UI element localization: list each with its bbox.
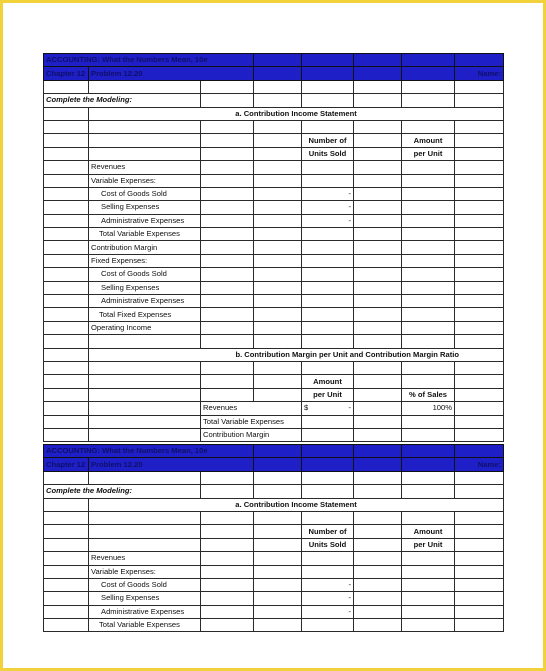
blank-row <box>44 511 504 524</box>
row-label: Contribution Margin <box>89 241 201 254</box>
b-value-cell[interactable] <box>302 415 354 428</box>
workbook-title: ACCOUNTING: What the Numbers Mean, 10e <box>44 54 254 67</box>
blank-row <box>44 80 504 93</box>
blank-row <box>44 471 504 484</box>
col-header-units-1: Number of <box>302 525 354 538</box>
row-label: Variable Expenses: <box>89 174 201 187</box>
table-row <box>44 552 504 565</box>
units-cell[interactable] <box>302 161 354 174</box>
col-header-row-1 <box>44 134 504 147</box>
header-chapter-row <box>44 458 504 471</box>
row-label: Selling Expenses <box>89 592 201 605</box>
col-header-units-2: Units Sold <box>302 147 354 160</box>
table-row <box>44 565 504 578</box>
col-header-row-1 <box>44 525 504 538</box>
instruction-row <box>44 94 504 107</box>
instruction-row <box>44 485 504 498</box>
units-cell[interactable]: - <box>302 578 354 591</box>
table-row <box>44 402 504 415</box>
table-row <box>44 619 504 632</box>
table-row <box>44 187 504 200</box>
header-title-row <box>44 445 504 458</box>
table-row <box>44 241 504 254</box>
row-label: Fixed Expenses: <box>89 254 201 267</box>
header-chapter-row <box>44 67 504 80</box>
row-label: Administrative Expenses <box>89 295 201 308</box>
units-cell[interactable]: - <box>302 605 354 618</box>
table-row <box>44 268 504 281</box>
units-cell[interactable] <box>302 174 354 187</box>
row-label: Cost of Goods Sold <box>89 268 201 281</box>
table-row <box>44 161 504 174</box>
b-col-header-row-2 <box>44 388 504 401</box>
table-row <box>44 578 504 591</box>
row-label: Cost of Goods Sold <box>89 578 201 591</box>
table-row <box>44 254 504 267</box>
col-header-row-2 <box>44 147 504 160</box>
blank-row <box>44 120 504 133</box>
units-cell[interactable] <box>302 254 354 267</box>
b-pct-cell[interactable] <box>402 415 455 428</box>
units-cell[interactable]: - <box>302 214 354 227</box>
spreadsheet <box>3 3 543 668</box>
table-row <box>44 428 504 441</box>
b-value-cell[interactable]: $ - <box>302 402 354 415</box>
units-cell[interactable]: - <box>302 187 354 200</box>
row-label: Total Fixed Expenses <box>89 308 201 321</box>
row-label: Administrative Expenses <box>89 605 201 618</box>
b-pct-cell[interactable]: 100% <box>402 402 455 415</box>
table-row <box>44 174 504 187</box>
row-label: Administrative Expenses <box>89 214 201 227</box>
row-label: Total Variable Expenses <box>89 228 201 241</box>
b-col-header-pct: % of Sales <box>402 388 455 401</box>
units-cell[interactable] <box>302 321 354 334</box>
col-header-row-2 <box>44 538 504 551</box>
statement-b-title-row <box>44 348 504 361</box>
table-row <box>44 308 504 321</box>
workbook-title: ACCOUNTING: What the Numbers Mean, 10e <box>44 445 254 458</box>
units-cell[interactable]: - <box>302 201 354 214</box>
col-header-amount-1: Amount <box>402 525 455 538</box>
name-label: Name: <box>455 67 504 80</box>
row-label: Operating Income <box>89 321 201 334</box>
sheet-table-2 <box>43 444 504 632</box>
b-value-cell[interactable] <box>302 428 354 441</box>
row-label: Selling Expenses <box>89 201 201 214</box>
row-label: Variable Expenses: <box>89 565 201 578</box>
instruction-text: Complete the Modeling: <box>44 485 201 498</box>
b-col-header-row-1 <box>44 375 504 388</box>
blank-row <box>44 335 504 348</box>
table-row <box>44 281 504 294</box>
statement-b-title: b. Contribution Margin per Unit and Contribution Margin Ratio <box>89 348 504 361</box>
col-header-units-2: Units Sold <box>302 538 354 551</box>
statement-a-title-row <box>44 107 504 120</box>
row-label: Revenues <box>89 552 201 565</box>
col-header-units-1: Number of <box>302 134 354 147</box>
section-2 <box>43 444 503 632</box>
problem-label: Problem 12.20 <box>89 67 254 80</box>
name-label: Name: <box>455 458 504 471</box>
header-title-row <box>44 54 504 67</box>
chapter-label: Chapter 12 <box>44 458 89 471</box>
b-row-label: Total Variable Expenses <box>201 415 302 428</box>
units-cell[interactable] <box>302 552 354 565</box>
b-pct-cell[interactable] <box>402 428 455 441</box>
table-row <box>44 605 504 618</box>
col-header-amount-2: per Unit <box>402 147 455 160</box>
col-header-amount-1: Amount <box>402 134 455 147</box>
b-row-label: Contribution Margin <box>201 428 302 441</box>
statement-a-title: a. Contribution Income Statement <box>89 498 504 511</box>
chapter-label: Chapter 12 <box>44 67 89 80</box>
blank-row <box>44 361 504 374</box>
units-cell[interactable]: - <box>302 592 354 605</box>
units-cell[interactable] <box>302 308 354 321</box>
table-row <box>44 295 504 308</box>
table-row <box>44 321 504 334</box>
instruction-text: Complete the Modeling: <box>44 94 201 107</box>
units-cell[interactable] <box>302 281 354 294</box>
row-label: Selling Expenses <box>89 281 201 294</box>
row-label: Cost of Goods Sold <box>89 187 201 200</box>
col-header-amount-2: per Unit <box>402 538 455 551</box>
b-col-header-amount-1: Amount <box>302 375 354 388</box>
sheet-table-1 <box>43 53 504 442</box>
b-row-label: Revenues <box>201 402 302 415</box>
section-1 <box>43 53 503 442</box>
statement-a-title: a. Contribution Income Statement <box>89 107 504 120</box>
statement-a-title-row <box>44 498 504 511</box>
units-cell[interactable] <box>302 619 354 632</box>
b-col-header-amount-2: per Unit <box>302 388 354 401</box>
units-cell[interactable] <box>302 228 354 241</box>
table-row <box>44 201 504 214</box>
problem-label: Problem 12.20 <box>89 458 254 471</box>
units-cell[interactable] <box>302 268 354 281</box>
units-cell[interactable] <box>302 241 354 254</box>
row-label: Total Variable Expenses <box>89 619 201 632</box>
table-row <box>44 214 504 227</box>
table-row <box>44 228 504 241</box>
units-cell[interactable] <box>302 565 354 578</box>
table-row <box>44 415 504 428</box>
row-label: Revenues <box>89 161 201 174</box>
table-row <box>44 592 504 605</box>
units-cell[interactable] <box>302 295 354 308</box>
